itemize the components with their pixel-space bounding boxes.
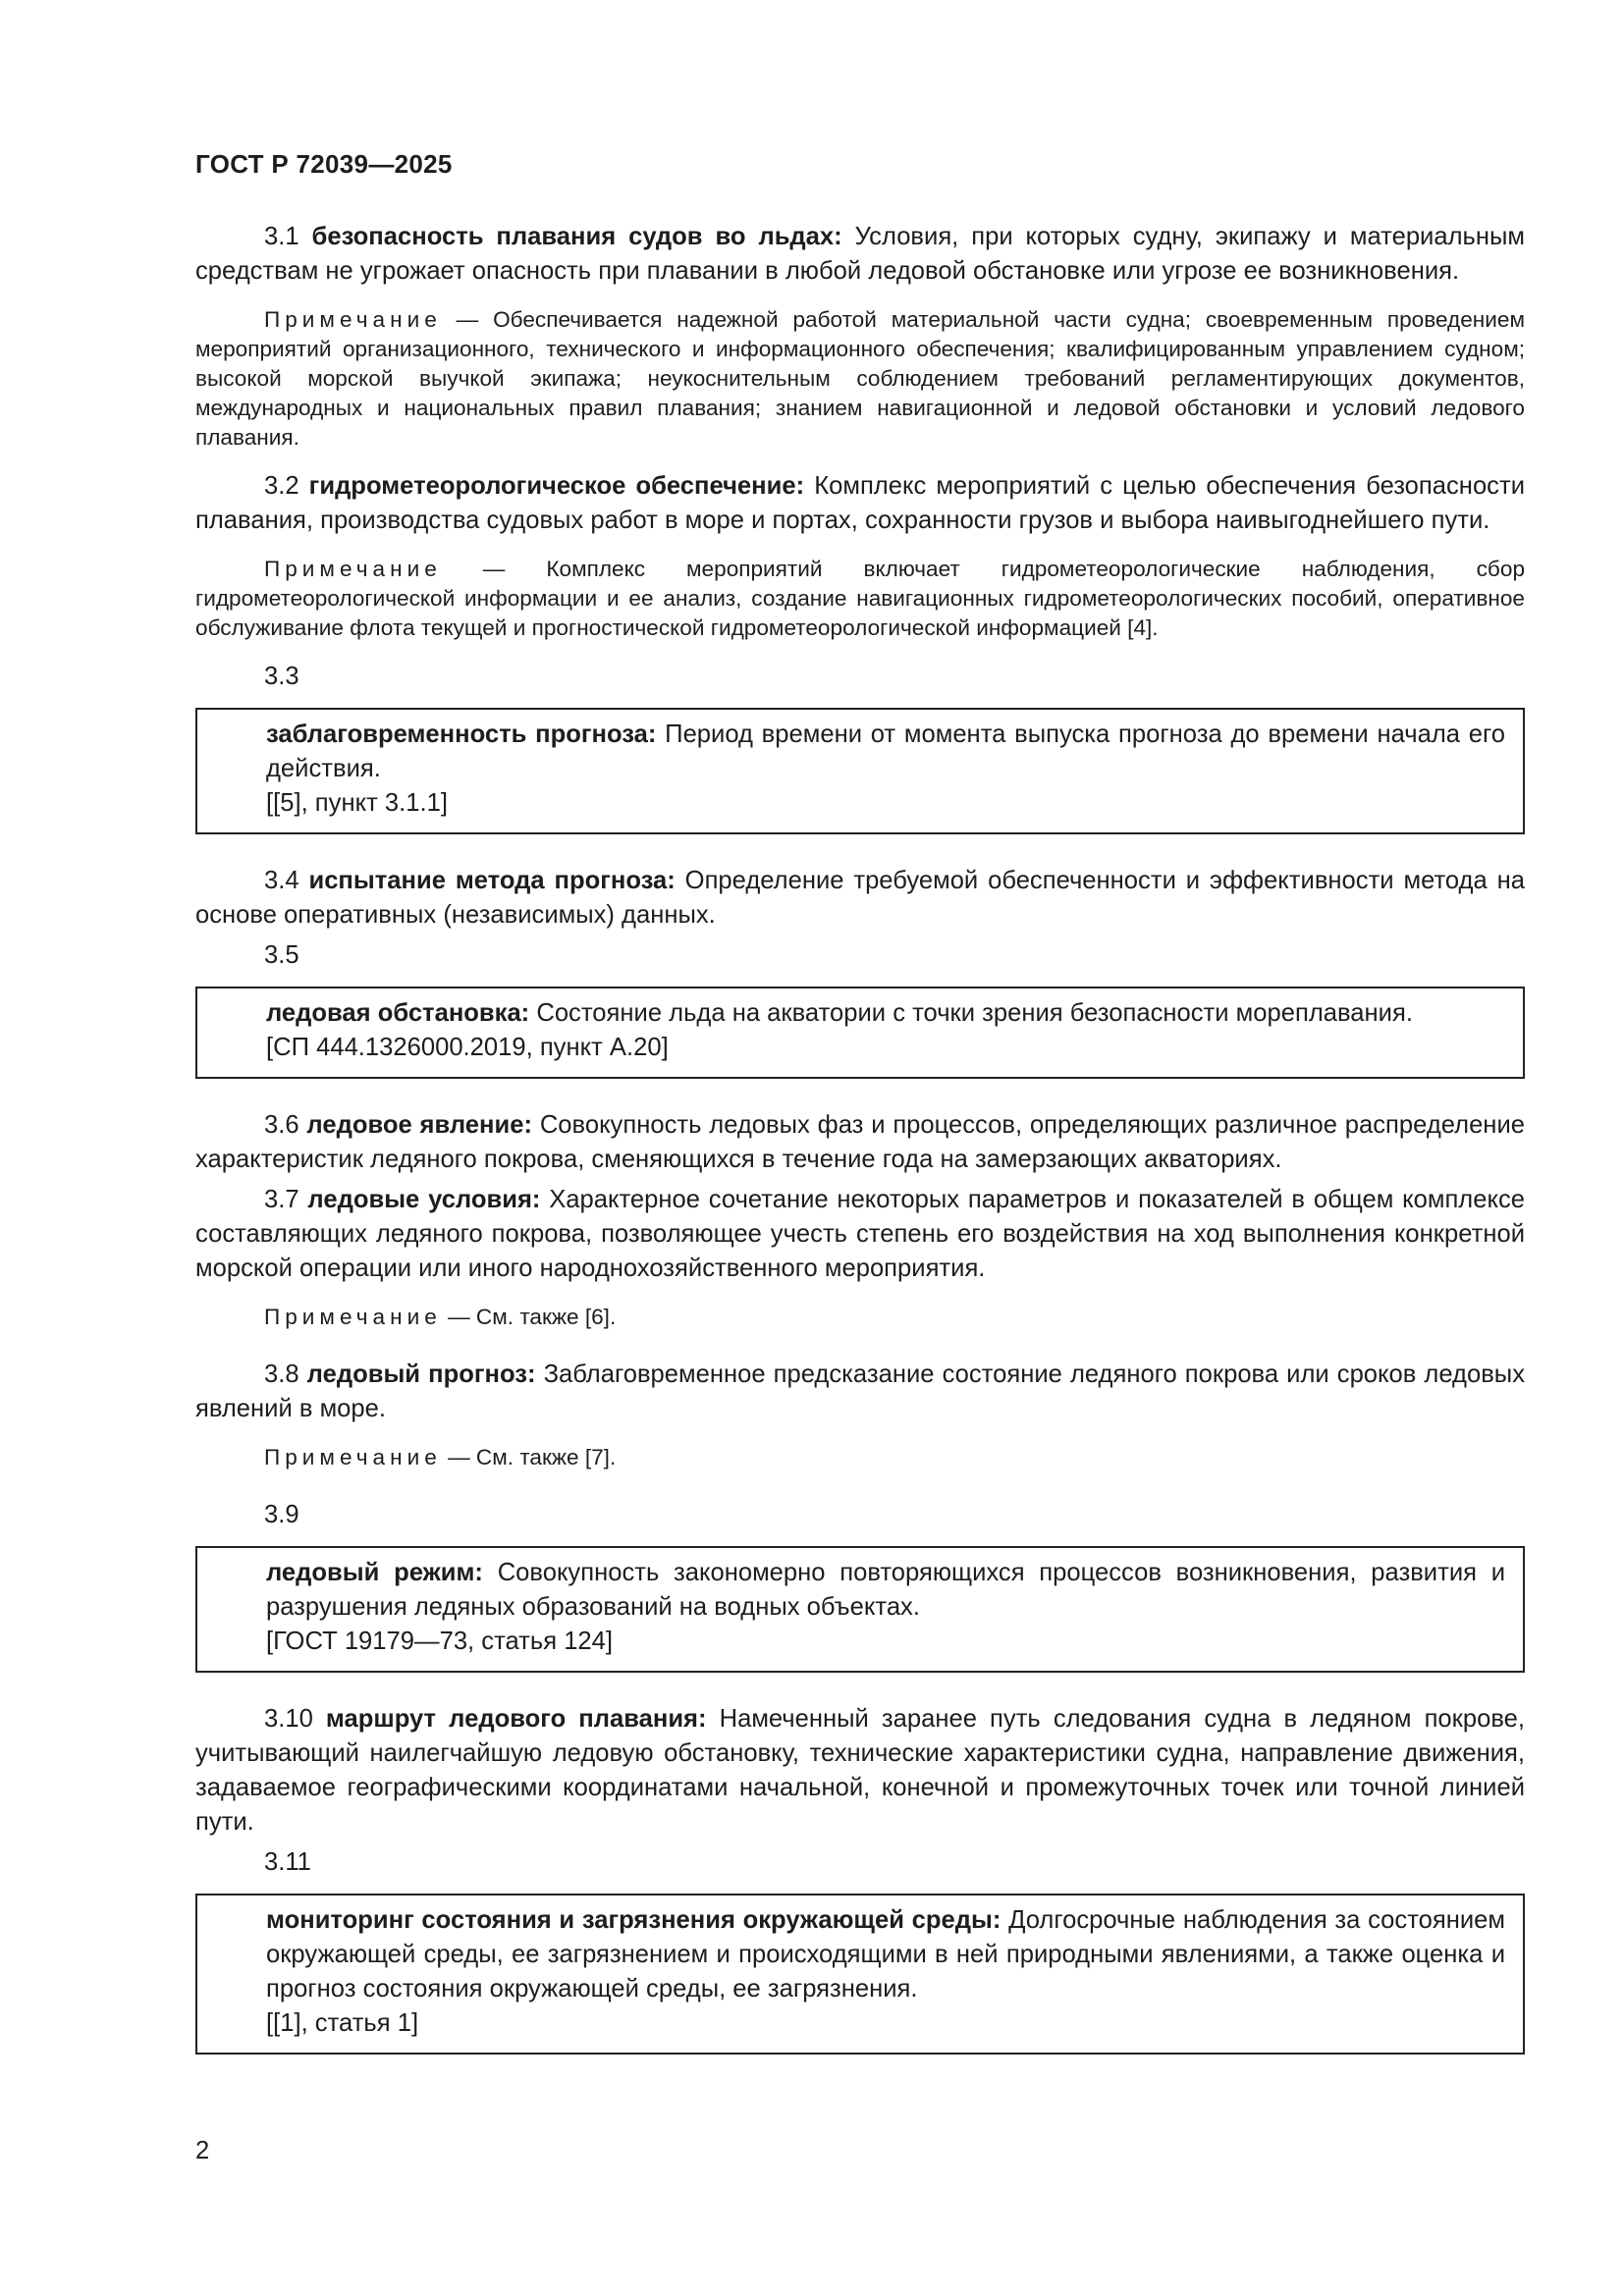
terms-section [195,220,1525,2084]
page-number: 2 [195,2137,210,2164]
entry-definition: Комплекс мероприятий с целью обеспечения безопасности плавания, производства судовых работ в море и портах, сохранности грузов и выбора наивыгоднейшего пути. [195,472,1525,534]
entry-3-5 [266,996,1505,1031]
entry-3-9-number: 3.9 [264,1501,299,1528]
entry-3-11 [266,1903,1505,2006]
note-3-7 [195,1303,1525,1332]
entry-term: ледовая обстановка: [266,999,530,1027]
note-3-1 [195,305,1525,453]
entry-number: 3.8 [264,1361,299,1388]
entry-definition: Намеченный заранее путь следования судна в ледяном покрове, учитывающий наилегчайшую ледовую обстановку, технические характеристики судна, направление движения, задаваемое географическими координатами начальной, конечной и промежуточных точек или точной линией пути. [195,1705,1525,1836]
note-text: — См. также [7]. [448,1445,617,1469]
entry-term: мониторинг состояния и загрязнения окружающей среды: [266,1906,1001,1934]
entry-term: ледовый режим: [266,1559,483,1586]
entry-3-6 [195,1108,1525,1177]
entry-3-3-number: 3.3 [264,663,299,690]
entry-term: гидрометеорологическое обеспечение: [308,472,805,500]
entry-3-5-box [195,987,1525,1079]
note-text: — Комплекс мероприятий включает гидрометеорологические наблюдения, сбор гидрометеорологической информации и ее анализ, создание навигационных гидрометеорологических пособий, оперативное обслуживание флота текущей и прогностической гидрометеорологической информацией [4]. [195,557,1526,640]
entry-term: ледовое явление: [306,1111,532,1139]
entry-definition: Период времени от момента выпуска прогноза до времени начала его действия. [266,721,1505,782]
entry-definition: Характерное сочетание некоторых параметров и показателей в общем комплексе составляющих ледяного покрова, позволяющее учесть степень его воздействия на ход выполнения конкретной морской операции или иного народнохозяйственного мероприятия. [195,1186,1525,1282]
note-3-8 [195,1443,1525,1472]
entry-definition: Условия, при которых судну, экипажу и материальным средствам не угрожает опасность при плавании в любой ледовой обстановке или угрозе ее возникновения. [195,223,1525,285]
entry-number: 3.10 [264,1705,313,1733]
entry-term: заблаговременность прогноза: [266,721,657,748]
entry-3-2 [195,469,1525,538]
entry-term: ледовые условия: [307,1186,541,1213]
entry-number: 3.2 [264,472,299,500]
entry-3-3 [266,718,1505,786]
note-label: Примечание [264,557,442,581]
entry-term: испытание метода прогноза: [308,867,676,894]
entry-3-5-number: 3.5 [264,941,299,969]
entry-3-9-box [195,1546,1525,1673]
entry-3-1 [195,220,1525,289]
entry-number: 3.4 [264,867,299,894]
entry-definition: Определение требуемой обеспеченности и эффективности метода на основе оперативных (независимых) данных. [195,867,1525,929]
entry-3-10 [195,1702,1525,1840]
entry-source: [СП 444.1326000.2019, пункт А.20] [266,1034,669,1061]
entry-source: [[1], статья 1] [266,2009,419,2037]
entry-source: [ГОСТ 19179—73, статья 124] [266,1628,614,1655]
note-text: — Обеспечивается надежной работой материальной части судна; своевременным проведением мероприятий организационного, технического и информационного обеспечения; квалифицированным управлением судном; высокой морской выучкой экипажа; неукоснительным соблюдением требований регламентирующих документов, международных и национальных правил плавания; знанием навигационной и ледовой обстановки и условий ледового плавания. [195,307,1525,450]
entry-3-7 [195,1183,1525,1286]
note-3-2 [195,555,1525,643]
entry-3-8 [195,1358,1525,1426]
entry-definition: Совокупность закономерно повторяющихся процессов возникновения, развития и разрушения ледяных образований на водных объектах. [266,1559,1505,1621]
note-label: Примечание [264,307,442,332]
note-label: Примечание [264,1445,442,1469]
entry-3-4 [195,864,1525,933]
entry-term: безопасность плавания судов во льдах: [311,223,842,250]
standard-header: ГОСТ Р 72039—2025 [195,149,453,179]
entry-number: 3.1 [264,223,299,250]
entry-3-11-number: 3.11 [264,1848,311,1876]
entry-3-9 [266,1556,1505,1625]
entry-source: [[5], пункт 3.1.1] [266,789,448,817]
entry-term: ледовый прогноз: [306,1361,536,1388]
entry-definition: Долгосрочные наблюдения за состоянием окружающей среды, ее загрязнением и происходящими в ней природными явлениями, а также оценка и прогноз состояния окружающей среды, ее загрязнения. [266,1906,1505,2002]
entry-term: маршрут ледового плавания: [325,1705,707,1733]
note-text: — См. также [6]. [448,1305,617,1329]
entry-number: 3.7 [264,1186,299,1213]
entry-definition: Заблаговременное предсказание состояние ледяного покрова или сроков ледовых явлений в море. [195,1361,1525,1422]
entry-definition: Совокупность ледовых фаз и процессов, определяющих различное распределение характеристик ледяного покрова, сменяющихся в течение года на замерзающих акваториях. [195,1111,1525,1173]
entry-3-11-box [195,1894,1525,2055]
entry-definition: Состояние льда на акватории с точки зрения безопасности мореплавания. [536,999,1413,1027]
entry-number: 3.6 [264,1111,299,1139]
note-label: Примечание [264,1305,442,1329]
entry-3-3-box [195,708,1525,834]
